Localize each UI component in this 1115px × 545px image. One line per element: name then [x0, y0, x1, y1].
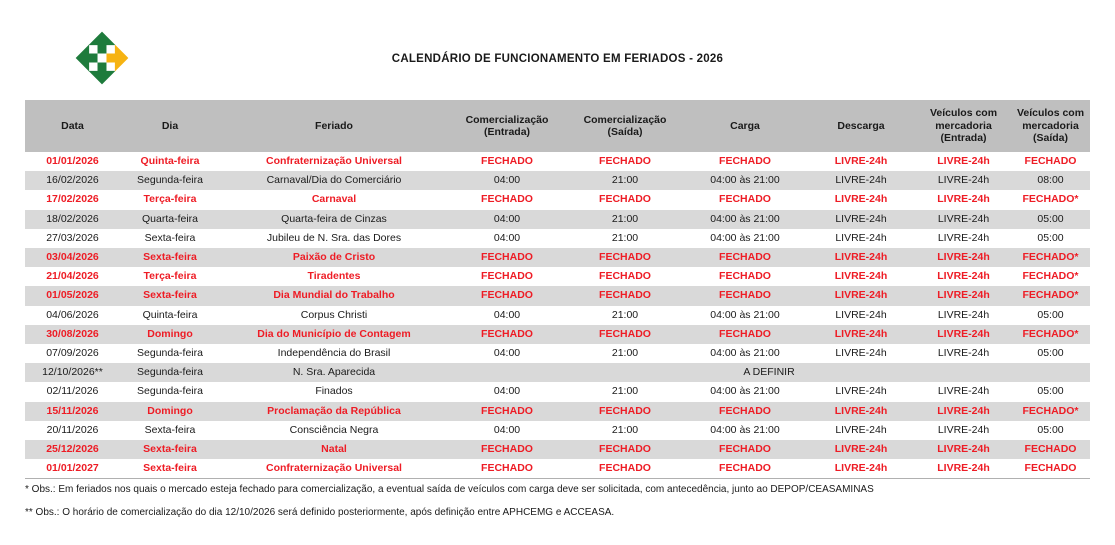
cell-comercializacao-saida: 21:00: [566, 306, 684, 325]
cell-comercializacao-saida: 21:00: [566, 344, 684, 363]
cell-comercializacao-saida: 21:00: [566, 210, 684, 229]
cell-veiculos-entrada: LIVRE-24h: [916, 459, 1011, 478]
table-row: [25, 382, 1090, 401]
column-header-line1: Veículos com: [929, 107, 998, 120]
footnotes: [25, 483, 1090, 528]
cell-veiculos-saida: FECHADO*: [1011, 190, 1090, 209]
cell-veiculos-entrada: LIVRE-24h: [916, 421, 1011, 440]
column-header-dia: [120, 100, 220, 152]
cell-veiculos-saida: FECHADO*: [1011, 402, 1090, 421]
cell-veiculos-saida: 05:00: [1011, 344, 1090, 363]
column-header-line1: Veículos com: [1016, 107, 1085, 120]
column-header-carga: [684, 100, 806, 152]
column-header-line1: Dia: [161, 119, 179, 132]
table-row: [25, 210, 1090, 229]
cell-veiculos-entrada: LIVRE-24h: [916, 267, 1011, 286]
footnote-double-asterisk: ** Obs.: O horário de comercialização do dia 12/10/2026 será definido posteriormente, após definição entre APHCEMG e ACCEASA.: [25, 506, 615, 518]
cell-comercializacao-entrada: FECHADO: [448, 440, 566, 459]
cell-dia: Terça-feira: [120, 267, 220, 286]
cell-carga: FECHADO: [684, 152, 806, 171]
cell-comercializacao-saida: 21:00: [566, 421, 684, 440]
cell-data: 01/05/2026: [25, 286, 120, 305]
cell-comercializacao-entrada: 04:00: [448, 382, 566, 401]
cell-feriado: Carnaval/Dia do Comerciário: [220, 171, 448, 190]
cell-veiculos-saida: FECHADO*: [1011, 267, 1090, 286]
cell-comercializacao-saida: FECHADO: [566, 459, 684, 478]
cell-comercializacao-entrada: FECHADO: [448, 402, 566, 421]
cell-carga: FECHADO: [684, 325, 806, 344]
column-header-line2: mercadoria: [1022, 119, 1079, 132]
table-row: [25, 402, 1090, 421]
cell-veiculos-saida: FECHADO: [1011, 459, 1090, 478]
cell-dia: Quinta-feira: [120, 306, 220, 325]
table-row: [25, 306, 1090, 325]
cell-dia: Quinta-feira: [120, 152, 220, 171]
cell-veiculos-entrada: LIVRE-24h: [916, 402, 1011, 421]
table-row: [25, 171, 1090, 190]
cell-feriado: Quarta-feira de Cinzas: [220, 210, 448, 229]
cell-feriado: Paixão de Cristo: [220, 248, 448, 267]
table-bottom-rule: [25, 478, 1090, 479]
cell-data: 12/10/2026**: [25, 363, 120, 382]
cell-comercializacao-entrada: 04:00: [448, 210, 566, 229]
table-row: [25, 344, 1090, 363]
cell-data: 03/04/2026: [25, 248, 120, 267]
cell-feriado: Natal: [220, 440, 448, 459]
cell-data: 20/11/2026: [25, 421, 120, 440]
cell-veiculos-entrada: LIVRE-24h: [916, 190, 1011, 209]
cell-veiculos-entrada: LIVRE-24h: [916, 382, 1011, 401]
table-row: [25, 286, 1090, 305]
column-header-line1: Feriado: [315, 119, 353, 132]
cell-descarga: LIVRE-24h: [806, 210, 916, 229]
cell-descarga: LIVRE-24h: [806, 459, 916, 478]
cell-comercializacao-entrada: 04:00: [448, 344, 566, 363]
table-header: [25, 100, 1090, 152]
table-row: [25, 325, 1090, 344]
cell-carga: FECHADO: [684, 248, 806, 267]
cell-dia: Domingo: [120, 402, 220, 421]
cell-carga: FECHADO: [684, 440, 806, 459]
cell-descarga: LIVRE-24h: [806, 306, 916, 325]
cell-comercializacao-saida: 21:00: [566, 229, 684, 248]
cell-feriado: Proclamação da República: [220, 402, 448, 421]
cell-feriado: Consciência Negra: [220, 421, 448, 440]
cell-veiculos-entrada: LIVRE-24h: [916, 248, 1011, 267]
table-row: [25, 267, 1090, 286]
cell-comercializacao-entrada: FECHADO: [448, 325, 566, 344]
cell-descarga: LIVRE-24h: [806, 402, 916, 421]
cell-feriado: Finados: [220, 382, 448, 401]
column-header-feriado: [220, 100, 448, 152]
cell-comercializacao-entrada: FECHADO: [448, 152, 566, 171]
cell-veiculos-saida: 08:00: [1011, 171, 1090, 190]
column-header-line2: (Saída): [607, 126, 643, 138]
cell-veiculos-entrada: LIVRE-24h: [916, 152, 1011, 171]
cell-descarga: LIVRE-24h: [806, 344, 916, 363]
cell-data: 25/12/2026: [25, 440, 120, 459]
cell-descarga: LIVRE-24h: [806, 152, 916, 171]
cell-veiculos-saida: FECHADO*: [1011, 286, 1090, 305]
holiday-schedule-table: [25, 100, 1090, 478]
cell-dia: Segunda-feira: [120, 363, 220, 382]
cell-carga: 04:00 às 21:00: [684, 210, 806, 229]
column-header-veiculos-mercadoria-saida: [1011, 100, 1090, 152]
table-row: [25, 421, 1090, 440]
cell-veiculos-entrada: LIVRE-24h: [916, 344, 1011, 363]
cell-dia: Sexta-feira: [120, 229, 220, 248]
cell-comercializacao-entrada: FECHADO: [448, 248, 566, 267]
column-header-line1: Descarga: [837, 119, 885, 132]
cell-data: 30/08/2026: [25, 325, 120, 344]
cell-data: 21/04/2026: [25, 267, 120, 286]
cell-descarga: LIVRE-24h: [806, 190, 916, 209]
cell-feriado: Corpus Christi: [220, 306, 448, 325]
cell-comercializacao-saida: FECHADO: [566, 325, 684, 344]
cell-dia: Terça-feira: [120, 190, 220, 209]
table-row: [25, 229, 1090, 248]
cell-descarga: LIVRE-24h: [806, 421, 916, 440]
cell-veiculos-saida: 05:00: [1011, 382, 1090, 401]
cell-comercializacao-entrada: FECHADO: [448, 267, 566, 286]
cell-veiculos-saida: FECHADO: [1011, 152, 1090, 171]
table-row: [25, 152, 1090, 171]
cell-carga: 04:00 às 21:00: [684, 229, 806, 248]
column-header-line2: (Entrada): [483, 126, 531, 138]
cell-carga: FECHADO: [684, 286, 806, 305]
cell-comercializacao-saida: FECHADO: [566, 286, 684, 305]
cell-comercializacao-entrada: FECHADO: [448, 190, 566, 209]
cell-descarga: LIVRE-24h: [806, 171, 916, 190]
cell-feriado: Carnaval: [220, 190, 448, 209]
cell-comercializacao-saida: FECHADO: [566, 267, 684, 286]
cell-descarga: LIVRE-24h: [806, 286, 916, 305]
column-header-line1: Carga: [730, 119, 760, 132]
cell-comercializacao-saida: FECHADO: [566, 190, 684, 209]
cell-comercializacao-saida: FECHADO: [566, 248, 684, 267]
table-row: [25, 190, 1090, 209]
cell-feriado: N. Sra. Aparecida: [220, 363, 448, 382]
cell-dia: Segunda-feira: [120, 171, 220, 190]
cell-descarga: LIVRE-24h: [806, 248, 916, 267]
cell-dia: Sexta-feira: [120, 248, 220, 267]
table-header-row: [25, 100, 1090, 152]
cell-dia: Sexta-feira: [120, 440, 220, 459]
table-row: [25, 248, 1090, 267]
cell-veiculos-saida: FECHADO*: [1011, 325, 1090, 344]
cell-comercializacao-entrada: 04:00: [448, 421, 566, 440]
cell-carga: FECHADO: [684, 459, 806, 478]
cell-feriado: Dia do Município de Contagem: [220, 325, 448, 344]
cell-feriado: Independência do Brasil: [220, 344, 448, 363]
cell-comercializacao-entrada: FECHADO: [448, 286, 566, 305]
cell-comercializacao-saida: FECHADO: [566, 402, 684, 421]
cell-dia: Sexta-feira: [120, 286, 220, 305]
cell-carga: FECHADO: [684, 190, 806, 209]
cell-veiculos-saida: 05:00: [1011, 306, 1090, 325]
cell-descarga: LIVRE-24h: [806, 267, 916, 286]
cell-carga: FECHADO: [684, 267, 806, 286]
cell-veiculos-entrada: LIVRE-24h: [916, 171, 1011, 190]
cell-comercializacao-saida: 21:00: [566, 382, 684, 401]
cell-carga: 04:00 às 21:00: [684, 306, 806, 325]
table-row: [25, 363, 1090, 382]
column-header-line2: mercadoria: [935, 119, 992, 132]
cell-data: 07/09/2026: [25, 344, 120, 363]
cell-feriado: Jubileu de N. Sra. das Dores: [220, 229, 448, 248]
table-row: [25, 459, 1090, 478]
cell-descarga: LIVRE-24h: [806, 325, 916, 344]
cell-feriado: Confraternização Universal: [220, 152, 448, 171]
cell-carga: 04:00 às 21:00: [684, 171, 806, 190]
cell-feriado: Tiradentes: [220, 267, 448, 286]
cell-carga: 04:00 às 21:00: [684, 382, 806, 401]
document-header: [0, 0, 1115, 96]
cell-comercializacao-entrada: FECHADO: [448, 459, 566, 478]
cell-dia: Segunda-feira: [120, 344, 220, 363]
table-body: [25, 152, 1090, 478]
cell-dia: Segunda-feira: [120, 382, 220, 401]
cell-a-definir: A DEFINIR: [448, 363, 1090, 382]
cell-veiculos-saida: 05:00: [1011, 421, 1090, 440]
cell-data: 04/06/2026: [25, 306, 120, 325]
table-row: [25, 440, 1090, 459]
column-header-line1: Comercialização: [465, 113, 549, 126]
cell-comercializacao-saida: FECHADO: [566, 440, 684, 459]
cell-comercializacao-saida: 21:00: [566, 171, 684, 190]
cell-descarga: LIVRE-24h: [806, 229, 916, 248]
cell-veiculos-saida: 05:00: [1011, 229, 1090, 248]
cell-feriado: Confraternização Universal: [220, 459, 448, 478]
cell-veiculos-saida: FECHADO*: [1011, 248, 1090, 267]
cell-data: 16/02/2026: [25, 171, 120, 190]
cell-carga: 04:00 às 21:00: [684, 344, 806, 363]
cell-data: 01/01/2026: [25, 152, 120, 171]
cell-descarga: LIVRE-24h: [806, 382, 916, 401]
cell-comercializacao-entrada: 04:00: [448, 306, 566, 325]
cell-carga: 04:00 às 21:00: [684, 421, 806, 440]
column-header-line1: Data: [61, 119, 84, 132]
cell-data: 02/11/2026: [25, 382, 120, 401]
cell-feriado: Dia Mundial do Trabalho: [220, 286, 448, 305]
column-header-line1: Comercialização: [583, 113, 667, 126]
column-header-veiculos-mercadoria-entrada: [916, 100, 1011, 152]
cell-descarga: LIVRE-24h: [806, 440, 916, 459]
cell-dia: Sexta-feira: [120, 459, 220, 478]
page-title: CALENDÁRIO DE FUNCIONAMENTO EM FERIADOS - 2026: [391, 53, 724, 65]
cell-dia: Domingo: [120, 325, 220, 344]
cell-data: 17/02/2026: [25, 190, 120, 209]
cell-veiculos-entrada: LIVRE-24h: [916, 325, 1011, 344]
footnote-single-asterisk: * Obs.: Em feriados nos quais o mercado esteja fechado para comercialização, a eventual saída de veículos com carga deve ser solicitada, com antecedência, junto ao DEPOP/CEASAMINAS: [25, 484, 874, 495]
column-header-data: [25, 100, 120, 152]
cell-comercializacao-entrada: 04:00: [448, 229, 566, 248]
cell-veiculos-saida: 05:00: [1011, 210, 1090, 229]
column-header-comercializacao-entrada: [448, 100, 566, 152]
holiday-schedule-table-wrapper: [25, 100, 1090, 479]
cell-data: 01/01/2027: [25, 459, 120, 478]
cell-veiculos-entrada: LIVRE-24h: [916, 210, 1011, 229]
column-header-comercializacao-saida: [566, 100, 684, 152]
cell-veiculos-saida: FECHADO: [1011, 440, 1090, 459]
column-header-descarga: [806, 100, 916, 152]
cell-veiculos-entrada: LIVRE-24h: [916, 286, 1011, 305]
cell-veiculos-entrada: LIVRE-24h: [916, 306, 1011, 325]
cell-dia: Quarta-feira: [120, 210, 220, 229]
cell-veiculos-entrada: LIVRE-24h: [916, 440, 1011, 459]
column-header-line3: (Entrada): [940, 132, 987, 145]
cell-comercializacao-saida: FECHADO: [566, 152, 684, 171]
cell-data: 15/11/2026: [25, 402, 120, 421]
cell-data: 18/02/2026: [25, 210, 120, 229]
cell-comercializacao-entrada: 04:00: [448, 171, 566, 190]
cell-carga: FECHADO: [684, 402, 806, 421]
cell-dia: Sexta-feira: [120, 421, 220, 440]
cell-veiculos-entrada: LIVRE-24h: [916, 229, 1011, 248]
cell-data: 27/03/2026: [25, 229, 120, 248]
column-header-line3: (Saída): [1032, 132, 1068, 145]
